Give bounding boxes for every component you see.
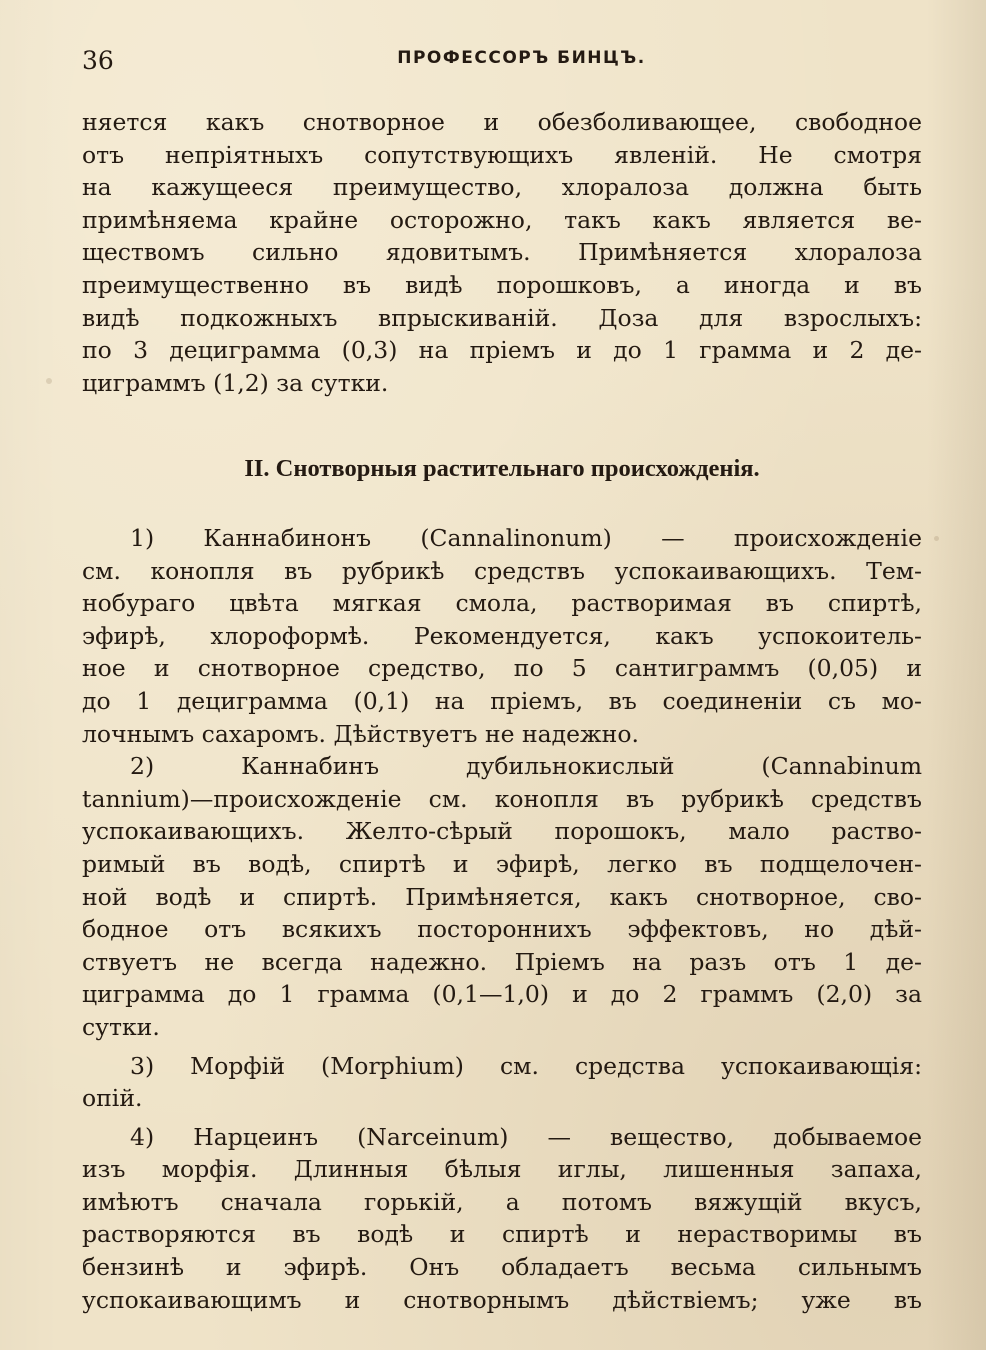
paper-spot (934, 536, 939, 541)
running-title: ПРОФЕССОРЪ БИНЦЪ. (397, 48, 646, 68)
paragraph-narcein (82, 1121, 922, 1317)
text-line: ной водѣ и спиртѣ. Примѣняется, какъ снотворное, сво- (82, 882, 922, 911)
text-line: на кажущееся преимущество, хлоралоза должна быть (82, 173, 922, 202)
text-line: ществомъ сильно ядовитымъ. Примѣняется хлоралоза (82, 238, 922, 267)
text-line: римый въ водѣ, спиртѣ и эфирѣ, легко въ подщелочен- (82, 849, 922, 878)
text-line: бодное отъ всякихъ постороннихъ эффектовъ, но дѣй- (82, 915, 922, 944)
text-line: примѣняема крайне осторожно, такъ какъ является ве- (82, 205, 922, 234)
running-head (82, 44, 921, 80)
paragraph-cannabinon (82, 522, 922, 750)
paragraph-morphium (82, 1050, 922, 1115)
section-heading: II. Снотворныя растительнаго происхожденія. (244, 455, 760, 482)
text-line: успокаивающихъ. Желто-сѣрый порошокъ, мало раство- (82, 817, 922, 846)
text-line: бензинѣ и эфирѣ. Онъ обладаетъ весьма сильнымъ (82, 1253, 922, 1282)
text-line: циграмма до 1 грамма (0,1—1,0) и до 2 граммъ (2,0) за (82, 980, 922, 1009)
text-line: циграммъ (1,2) за сутки. (82, 368, 389, 397)
text-line: сутки. (82, 1012, 160, 1041)
text-line: преимущественно въ видѣ порошковъ, а иногда и въ (82, 270, 922, 299)
text-line: успокаивающимъ и снотворнымъ дѣйствіемъ; уже въ (82, 1285, 922, 1314)
text-line: лочнымъ сахаромъ. Дѣйствуетъ не надежно. (82, 719, 639, 748)
text-line: имѣютъ сначала горькій, а потомъ вяжущій вкусъ, (82, 1187, 922, 1216)
text-line: 1) Каннабинонъ (Cannalinonum) — происхожденіе (130, 524, 922, 552)
text-line: tannium)—происхожденіе см. конопля въ рубрикѣ средствъ (82, 784, 922, 813)
text-line: по 3 дециграмма (0,3) на пріемъ и до 1 грамма и 2 де- (82, 336, 922, 365)
text-line: 4) Нарцеинъ (Narceinum) — вещество, добываемое (130, 1122, 922, 1151)
paragraph-cannabin-tannate (82, 750, 922, 1043)
text-line: ное и снотворное средство, по 5 сантиграммъ (0,05) и (82, 654, 922, 683)
intro-paragraph (82, 106, 922, 399)
text-line: отъ непріятныхъ сопутствующихъ явленій. Не смотря (82, 140, 922, 169)
text-line: изъ морфія. Длинныя бѣлыя иглы, лишенныя запаха, (82, 1155, 922, 1184)
text-line: 2) Каннабинъ дубильнокислый (Cannabinum (130, 752, 922, 781)
section-body (82, 522, 922, 1316)
text-line: 3) Морфій (Morphium) см. средства успокаивающія: (130, 1051, 922, 1080)
text-line: видѣ подкожныхъ впрыскиваній. Доза для взрослыхъ: (82, 303, 922, 332)
text-line: опій. (82, 1084, 143, 1113)
page-number: 36 (82, 46, 114, 75)
text-line: см. конопля въ рубрикѣ средствъ успокаивающихъ. Тем- (82, 556, 922, 585)
text-line: ствуетъ не всегда надежно. Пріемъ на разъ отъ 1 де- (82, 947, 922, 976)
text-line: до 1 дециграмма (0,1) на пріемъ, въ соединеніи съ мо- (82, 686, 922, 715)
text-line: растворяются въ водѣ и спиртѣ и нерастворимы въ (82, 1220, 922, 1249)
text-line: нобураго цвѣта мягкая смола, растворимая въ спиртѣ, (82, 589, 922, 618)
text-line: няется какъ снотворное и обезболивающее, свободное (82, 108, 922, 136)
text-line: эфирѣ, хлороформѣ. Рекомендуется, какъ успокоитель- (82, 621, 922, 650)
paper-spot (46, 378, 52, 384)
